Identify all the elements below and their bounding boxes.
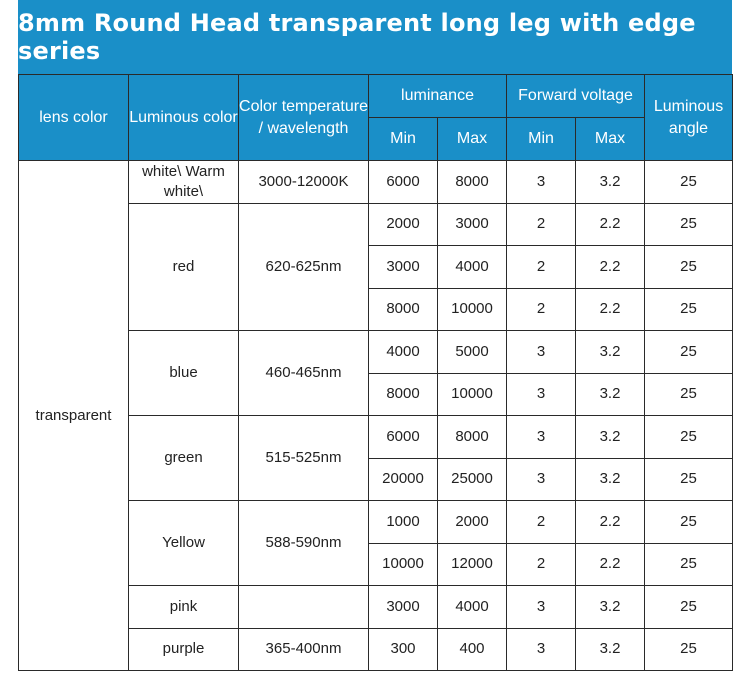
angle-cell: 25 [645, 373, 733, 416]
angle-cell: 25 [645, 628, 733, 671]
header-luminance-min: Min [369, 118, 438, 161]
voltage-min-cell: 3 [507, 161, 576, 204]
luminance-max-cell: 25000 [438, 458, 507, 501]
luminance-min-cell: 1000 [369, 501, 438, 544]
wavelength-cell: 3000-12000K [239, 161, 369, 204]
angle-cell: 25 [645, 161, 733, 204]
luminance-max-cell: 5000 [438, 331, 507, 374]
luminance-min-cell: 6000 [369, 416, 438, 459]
spec-table [18, 74, 733, 671]
wavelength-cell: 620-625nm [239, 203, 369, 331]
voltage-max-cell: 3.2 [576, 373, 645, 416]
luminance-max-cell: 10000 [438, 373, 507, 416]
voltage-max-cell: 3.2 [576, 586, 645, 629]
angle-cell: 25 [645, 586, 733, 629]
wavelength-cell [239, 586, 369, 629]
luminance-max-cell: 12000 [438, 543, 507, 586]
voltage-max-cell: 3.2 [576, 161, 645, 204]
angle-cell: 25 [645, 416, 733, 459]
luminance-min-cell: 300 [369, 628, 438, 671]
header-luminance-max: Max [438, 118, 507, 161]
voltage-max-cell: 2.2 [576, 203, 645, 246]
voltage-max-cell: 2.2 [576, 288, 645, 331]
page-title: 8mm Round Head transparent long leg with edge series [18, 0, 732, 74]
voltage-max-cell: 3.2 [576, 331, 645, 374]
luminance-max-cell: 2000 [438, 501, 507, 544]
wavelength-cell: 365-400nm [239, 628, 369, 671]
luminance-max-cell: 4000 [438, 586, 507, 629]
voltage-min-cell: 2 [507, 501, 576, 544]
luminous-color-cell: red [129, 203, 239, 331]
voltage-min-cell: 2 [507, 543, 576, 586]
luminance-min-cell: 10000 [369, 543, 438, 586]
voltage-min-cell: 3 [507, 416, 576, 459]
luminance-max-cell: 8000 [438, 416, 507, 459]
luminance-max-cell: 8000 [438, 161, 507, 204]
angle-cell: 25 [645, 501, 733, 544]
luminous-color-cell: pink [129, 586, 239, 629]
header-forward-voltage: Forward voltage [507, 75, 645, 118]
table-row [19, 161, 733, 204]
header-luminance: luminance [369, 75, 507, 118]
luminance-min-cell: 6000 [369, 161, 438, 204]
voltage-min-cell: 2 [507, 203, 576, 246]
header-luminous-angle: Luminous angle [645, 75, 733, 161]
luminous-color-cell: green [129, 416, 239, 501]
wavelength-cell: 588-590nm [239, 501, 369, 586]
header-lens-color: lens color [19, 75, 129, 161]
luminance-min-cell: 4000 [369, 331, 438, 374]
voltage-max-cell: 3.2 [576, 416, 645, 459]
luminance-min-cell: 2000 [369, 203, 438, 246]
angle-cell: 25 [645, 331, 733, 374]
voltage-min-cell: 3 [507, 458, 576, 501]
voltage-min-cell: 3 [507, 628, 576, 671]
luminance-max-cell: 3000 [438, 203, 507, 246]
voltage-max-cell: 2.2 [576, 543, 645, 586]
voltage-min-cell: 2 [507, 246, 576, 289]
luminous-color-cell: blue [129, 331, 239, 416]
header-luminous-color: Luminous color [129, 75, 239, 161]
angle-cell: 25 [645, 543, 733, 586]
wavelength-cell: 460-465nm [239, 331, 369, 416]
voltage-min-cell: 3 [507, 373, 576, 416]
luminous-color-cell: purple [129, 628, 239, 671]
voltage-max-cell: 2.2 [576, 501, 645, 544]
lens-color-cell: transparent [19, 161, 129, 671]
angle-cell: 25 [645, 458, 733, 501]
voltage-max-cell: 2.2 [576, 246, 645, 289]
angle-cell: 25 [645, 203, 733, 246]
wavelength-cell: 515-525nm [239, 416, 369, 501]
voltage-max-cell: 3.2 [576, 458, 645, 501]
header-voltage-min: Min [507, 118, 576, 161]
luminance-max-cell: 10000 [438, 288, 507, 331]
angle-cell: 25 [645, 288, 733, 331]
luminance-max-cell: 4000 [438, 246, 507, 289]
angle-cell: 25 [645, 246, 733, 289]
luminance-min-cell: 3000 [369, 246, 438, 289]
luminance-min-cell: 8000 [369, 288, 438, 331]
voltage-min-cell: 2 [507, 288, 576, 331]
voltage-min-cell: 3 [507, 331, 576, 374]
luminance-min-cell: 20000 [369, 458, 438, 501]
luminous-color-cell: white\ Warm white\ [129, 161, 239, 204]
voltage-min-cell: 3 [507, 586, 576, 629]
voltage-max-cell: 3.2 [576, 628, 645, 671]
luminous-color-cell: Yellow [129, 501, 239, 586]
header-voltage-max: Max [576, 118, 645, 161]
header-color-temperature: Color temperature / wavelength [239, 75, 369, 161]
luminance-min-cell: 3000 [369, 586, 438, 629]
luminance-max-cell: 400 [438, 628, 507, 671]
luminance-min-cell: 8000 [369, 373, 438, 416]
